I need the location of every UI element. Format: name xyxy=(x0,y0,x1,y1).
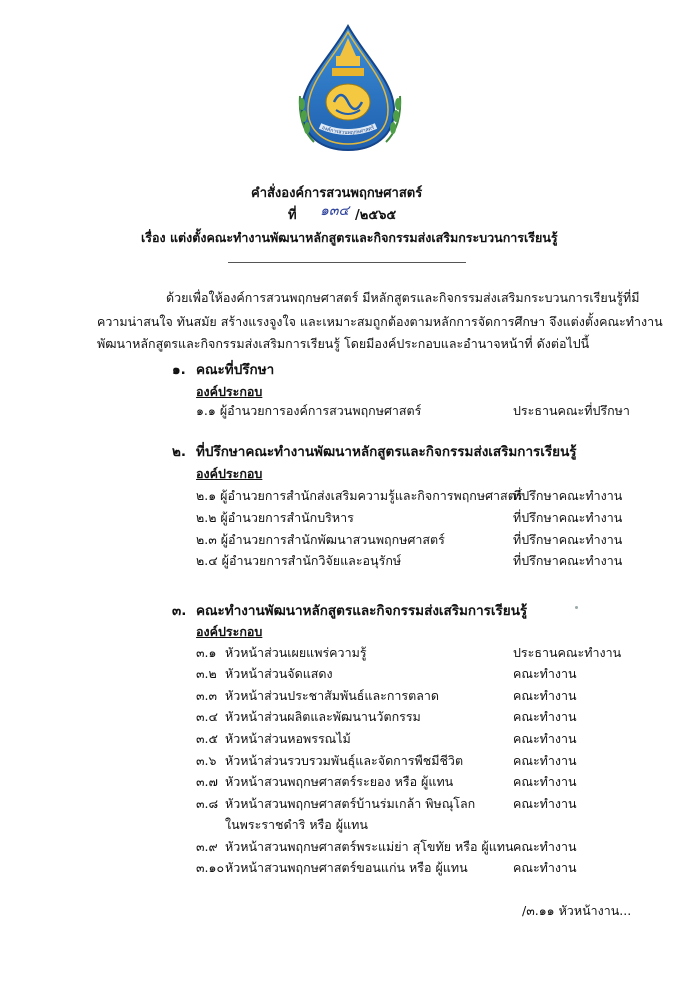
list-item-num: ๓.๑ xyxy=(196,645,217,660)
list-item-continued: ในพระราชดำริ หรือ ผู้แทน xyxy=(225,817,368,832)
list-item-role: ที่ปรึกษาคณะทำงาน xyxy=(513,488,623,503)
list-item: หัวหน้าสวนพฤกษศาสตร์ระยอง หรือ ผู้แทน xyxy=(225,774,454,789)
list-item: ๒.๑ ผู้อำนวยการสำนักส่งเสริมความรู้และกิจการพฤกษศาสตร์ xyxy=(196,488,523,503)
list-item-role: คณะทำงาน xyxy=(513,731,577,746)
list-item-num: ๓.๑๐ xyxy=(196,860,225,875)
list-item-num: ๓.๕ xyxy=(196,731,218,746)
divider xyxy=(228,262,466,263)
list-item: หัวหน้าส่วนหอพรรณไม้ xyxy=(225,731,351,746)
list-item-role: ที่ปรึกษาคณะทำงาน xyxy=(513,532,623,547)
continued-note: /๓.๑๑ หัวหน้างาน... xyxy=(522,903,632,918)
emblem-text: องค์การสวนพฤกษศาสตร์ xyxy=(320,124,376,137)
subject-line: เรื่อง แต่งตั้งคณะทำงานพัฒนาหลักสูตรและกิจกรรมส่งเสริมกระบวนการเรียนรู้ xyxy=(141,230,558,245)
order-no-label: ที่ xyxy=(288,208,297,223)
list-item-role: ประธานคณะทำงาน xyxy=(513,645,622,660)
list-item: หัวหน้าส่วนรวบรวมพันธุ์และจัดการพืชมีชีวิต xyxy=(225,753,464,768)
list-item-num: ๓.๙ xyxy=(196,839,218,854)
section-1-subtitle: องค์ประกอบ xyxy=(196,384,263,399)
section-3-subtitle: องค์ประกอบ xyxy=(196,624,263,639)
order-no-value: ๑๓๔ xyxy=(320,203,350,219)
speck xyxy=(575,606,578,609)
list-item-num: ๓.๓ xyxy=(196,688,218,703)
list-item-role: ที่ปรึกษาคณะทำงาน xyxy=(513,553,623,568)
list-item-num: ๓.๒ xyxy=(196,666,217,681)
list-item: หัวหน้าส่วนเผยแพร่ความรู้ xyxy=(225,645,367,660)
list-item: หัวหน้าส่วนผลิตและพัฒนานวัตกรรม xyxy=(225,709,421,724)
list-item-num: ๓.๘ xyxy=(196,796,219,811)
list-item-role: คณะทำงาน xyxy=(513,688,577,703)
intro-line-2: ความน่าสนใจ ทันสมัย สร้างแรงจูงใจ และเหมาะสมถูกต้องตามหลักการจัดการศึกษา จึงแต่งตั้งคณะทำงาน xyxy=(97,314,663,329)
list-item-role: คณะทำงาน xyxy=(513,666,577,681)
list-item-num: ๓.๗ xyxy=(196,774,218,789)
list-item: หัวหน้าสวนพฤกษศาสตร์บ้านร่มเกล้า พิษณุโลก xyxy=(225,796,476,811)
right-branch-icon xyxy=(380,92,408,144)
list-item-role: คณะทำงาน xyxy=(513,753,577,768)
list-item-role: คณะทำงาน xyxy=(513,796,577,811)
left-branch-icon xyxy=(292,92,320,144)
section-3-num: ๓. xyxy=(172,603,187,619)
list-item-role: ที่ปรึกษาคณะทำงาน xyxy=(513,510,623,525)
section-2-num: ๒. xyxy=(172,444,187,460)
section-2-title: ที่ปรึกษาคณะทำงานพัฒนาหลักสูตรและกิจกรรมส่งเสริมการเรียนรู้ xyxy=(196,444,577,460)
order-title: คำสั่งองค์การสวนพฤกษศาสตร์ xyxy=(251,186,423,201)
list-item: ๒.๓ ผู้อำนวยการสำนักพัฒนาสวนพฤกษศาสตร์ xyxy=(196,532,445,547)
list-item-num: ๓.๔ xyxy=(196,709,218,724)
intro-line-1: ด้วยเพื่อให้องค์การสวนพฤกษศาสตร์ มีหลักสูตรและกิจกรรมส่งเสริมกระบวนการเรียนรู้ที่มี xyxy=(166,290,640,305)
list-item: ๑.๑ ผู้อำนวยการองค์การสวนพฤกษศาสตร์ xyxy=(196,403,422,418)
list-item-role: ประธานคณะที่ปรึกษา xyxy=(513,403,630,418)
list-item: หัวหน้าสวนพฤกษศาสตร์ขอนแก่น หรือ ผู้แทน xyxy=(225,860,468,875)
list-item: หัวหน้าส่วนประชาสัมพันธ์และการตลาด xyxy=(225,688,440,703)
list-item-role: คณะทำงาน xyxy=(513,774,577,789)
list-item: หัวหน้าส่วนจัดแสดง xyxy=(225,666,333,681)
throne-icon xyxy=(332,68,364,76)
list-item-role: คณะทำงาน xyxy=(513,860,577,875)
list-item: ๒.๔ ผู้อำนวยการสำนักวิจัยและอนุรักษ์ xyxy=(196,553,402,568)
intro-line-3: พัฒนาหลักสูตรและกิจกรรมส่งเสริมการเรียนรู้ โดยมีองค์ประกอบและอำนาจหน้าที่ ดังต่อไปนี้ xyxy=(97,336,590,351)
crown-base xyxy=(336,56,360,66)
list-item-num: ๓.๖ xyxy=(196,753,217,768)
order-year: /๒๕๖๕ xyxy=(355,208,397,223)
list-item: ๒.๒ ผู้อำนวยการสำนักบริหาร xyxy=(196,510,354,525)
section-3-title: คณะทำงานพัฒนาหลักสูตรและกิจกรรมส่งเสริมการเรียนรู้ xyxy=(196,603,528,619)
list-item-role: คณะทำงาน xyxy=(513,709,577,724)
list-item-role: คณะทำงาน xyxy=(513,839,577,854)
section-2-subtitle: องค์ประกอบ xyxy=(196,466,263,481)
list-item: หัวหน้าสวนพฤกษศาสตร์พระแม่ย่า สุโขทัย หรือ ผู้แทน xyxy=(225,839,514,854)
section-1-num: ๑. xyxy=(172,362,186,378)
section-1-title: คณะที่ปรึกษา xyxy=(196,362,275,378)
